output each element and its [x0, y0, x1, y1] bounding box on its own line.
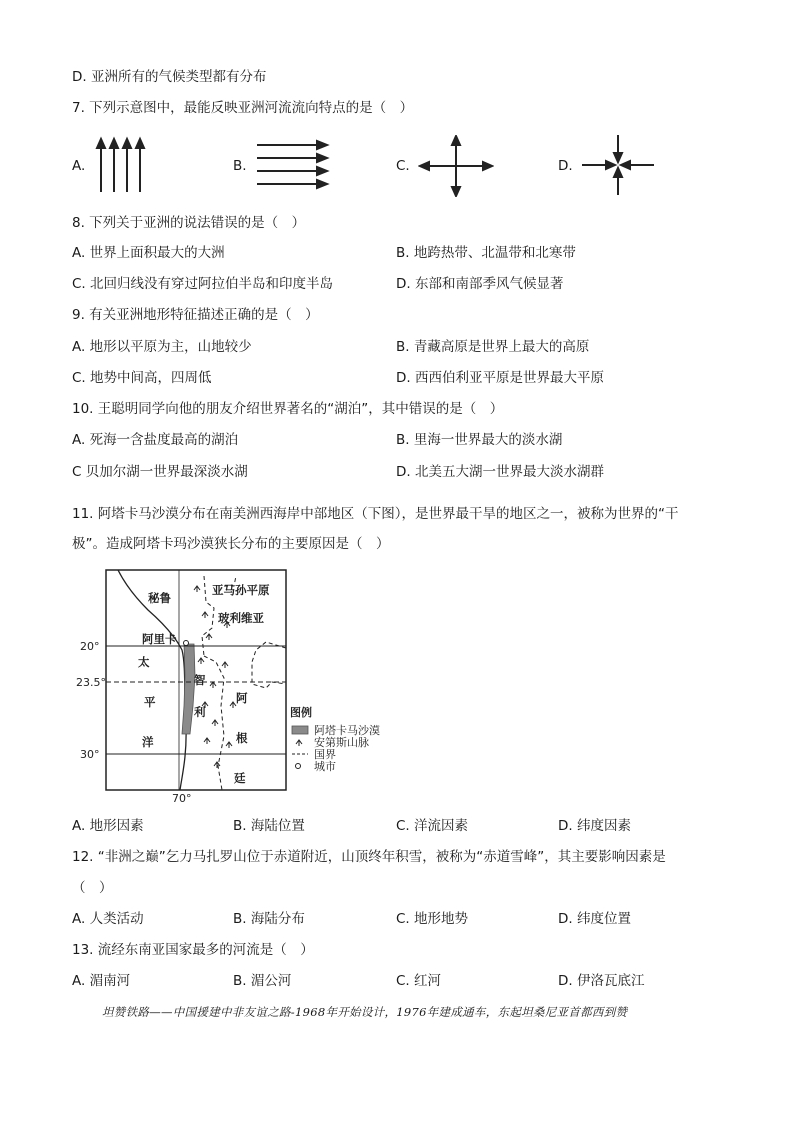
map-legend [290, 705, 380, 773]
place-amazon-plain: 亚马孙平原 [212, 583, 270, 597]
q7-figure-d [580, 133, 656, 197]
legend-title: 图例 [290, 706, 312, 719]
q12-stem-line-2: （ ） [72, 880, 113, 896]
q6-option-d: D. 亚洲所有的气候类型都有分布 [72, 69, 267, 85]
legend-city-icon [296, 764, 301, 769]
q8-option-d: D. 东部和南部季风气候显著 [396, 276, 564, 292]
q7-figure-c [418, 135, 494, 197]
atacama-desert [182, 644, 195, 734]
lat-label-30: 30° [80, 748, 100, 761]
q7-figure-b [255, 138, 331, 192]
q9-option-a: A. 地形以平原为主，山地较少 [72, 339, 252, 355]
q9-option-c: C. 地势中间高，四周低 [72, 370, 212, 386]
q11-option-c: C. 洋流因素 [396, 818, 469, 834]
place-li: 利 [194, 705, 206, 719]
q12-option-b: B. 海陆分布 [233, 911, 305, 927]
place-a: 阿 [236, 691, 248, 705]
legend-desert-swatch [292, 726, 308, 734]
legend-border-label: 国界 [314, 748, 336, 761]
place-gen: 根 [236, 731, 248, 745]
q7-stem: 7. 下列示意图中，最能反映亚洲河流流向特点的是（ ） [72, 100, 414, 116]
q10-option-d: D. 北美五大湖一世界最大淡水湖群 [396, 464, 604, 480]
q11-stem-line-2: 极”。造成阿塔卡玛沙漠狭长分布的主要原因是（ ） [72, 536, 390, 552]
q8-stem: 8. 下列关于亚洲的说法错误的是（ ） [72, 215, 306, 231]
q13-stem: 13. 流经东南亚国家最多的河流是（ ） [72, 942, 314, 958]
q10-option-b: B. 里海一世界最大的淡水湖 [396, 432, 563, 448]
legend-mountain-icon [296, 740, 302, 746]
q7-label-b: B. [233, 158, 247, 174]
q11-option-b: B. 海陆位置 [233, 818, 305, 834]
q7-label-d: D. [558, 158, 573, 174]
q12-option-d: D. 纬度位置 [558, 911, 631, 927]
q7-label-c: C. [396, 158, 410, 174]
place-arica: 阿里卡 [142, 632, 177, 646]
place-peru: 秘鲁 [148, 591, 171, 605]
q9-option-d: D. 西西伯利亚平原是世界最大平原 [396, 370, 604, 386]
q11-stem-line-1: 11. 阿塔卡马沙漠分布在南美洲西海岸中部地区（下图），是世界最干旱的地区之一，被称为世界的“干 [72, 506, 679, 522]
place-bolivia: 玻利维亚 [218, 611, 264, 625]
q10-option-c: C 贝加尔湖一世界最深淡水湖 [72, 464, 248, 480]
place-tai: 太 [138, 655, 150, 669]
q10-option-a: A. 死海一含盐度最高的湖泊 [72, 432, 239, 448]
place-yang: 洋 [142, 735, 154, 749]
place-ting: 廷 [234, 771, 246, 785]
q8-option-b: B. 地跨热带、北温带和北寒带 [396, 245, 576, 261]
q12-stem-line-1: 12. “非洲之巅”乞力马扎罗山位于赤道附近，山顶终年积雪，被称为“赤道雪峰”，其主要影响因素是 [72, 849, 666, 865]
legend-city-label: 城市 [314, 760, 336, 773]
lat-label-20: 20° [80, 640, 100, 653]
lon-label-70: 70° [172, 792, 192, 805]
q10-stem: 10. 王聪明同学向他的朋友介绍世界著名的“湖泊”，其中错误的是（ ） [72, 401, 504, 417]
map-borders [202, 576, 286, 790]
q9-stem: 9. 有关亚洲地形特征描述正确的是（ ） [72, 307, 319, 323]
arica-city-icon [184, 641, 189, 646]
q11-option-a: A. 地形因素 [72, 818, 144, 834]
place-ping: 平 [144, 695, 156, 709]
q7-figure-a [92, 136, 152, 196]
q9-option-b: B. 青藏高原是世界上最大的高原 [396, 339, 590, 355]
place-zhi: 智 [194, 673, 206, 687]
passage-text-line: 坦赞铁路——中国援建中非友谊之路-1968年开始设计，1976年建成通车，东起坦桑尼亚首都西到赞 [102, 1005, 628, 1019]
q7-label-a: A. [72, 158, 86, 174]
q11-map [76, 566, 386, 806]
legend-mountain-label: 安第斯山脉 [314, 736, 369, 749]
q13-option-d: D. 伊洛瓦底江 [558, 973, 645, 989]
legend-desert-label: 阿塔卡马沙漠 [314, 724, 380, 737]
q13-option-b: B. 湄公河 [233, 973, 292, 989]
q11-option-d: D. 纬度因素 [558, 818, 631, 834]
q13-option-c: C. 红河 [396, 973, 442, 989]
q13-option-a: A. 湄南河 [72, 973, 131, 989]
q8-option-c: C. 北回归线没有穿过阿拉伯半岛和印度半岛 [72, 276, 334, 292]
lat-label-23-5: 23.5° [76, 676, 106, 689]
q12-option-c: C. 地形地势 [396, 911, 469, 927]
q12-option-a: A. 人类活动 [72, 911, 144, 927]
q8-option-a: A. 世界上面积最大的大洲 [72, 245, 225, 261]
